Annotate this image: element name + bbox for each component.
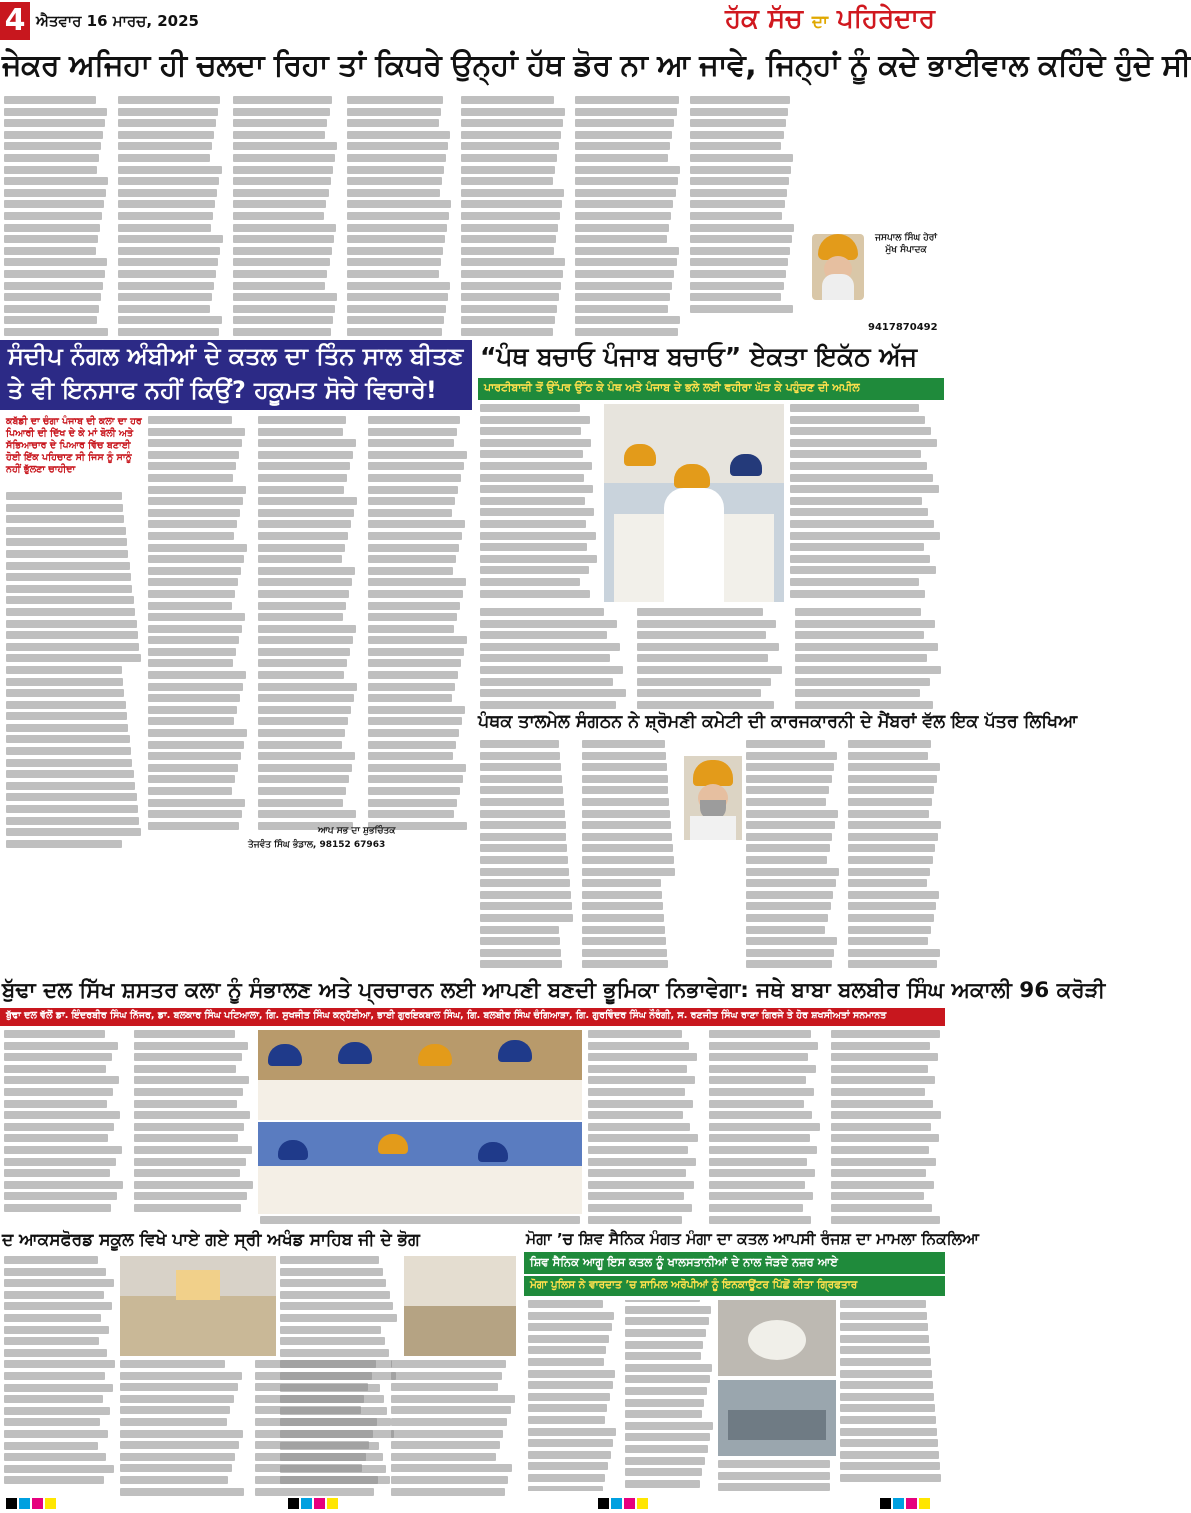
- moga-body-left: [528, 1300, 714, 1494]
- print-color-marks-left: [6, 1494, 58, 1513]
- sandeep-body: [6, 492, 142, 842]
- moga-sub2-bar: [524, 1276, 945, 1296]
- budha-dal-photo-1: [258, 1030, 582, 1120]
- page-number: 4: [4, 3, 26, 38]
- panth-subheadline: ਪਾਰਟੀਬਾਜ਼ੀ ਤੋਂ ਉੱਪਰ ਉੱਠ ਕੇ ਪੰਥ ਅਤੇ ਪੰਜਾਬ ਦੇ ਭਲੇ ਲਈ ਵਹੀਰਾ ਘੱਤ ਕੇ ਪਹੁੰਚਣ ਦੀ ਅਪੀਲ: [484, 381, 860, 394]
- budha-dal-subheadline-bar: [0, 1008, 945, 1026]
- sandeep-headline-box: [0, 340, 472, 410]
- editorial-body: [4, 96, 794, 336]
- sandeep-headline-line-2: ਤੇ ਵੀ ਇਨਸਾਫ ਨਹੀਂ ਕਿਉਂ? ਹਕੂਮਤ ਸੋਚੇ ਵਿਚਾਰੇ!: [8, 376, 437, 404]
- brand-part-2: ਦਾ: [811, 12, 828, 32]
- oxford-headline: ਦ ਆਕਸਫੋਰਡ ਸਕੂਲ ਵਿਖੇ ਪਾਏ ਗਏ ਸ੍ਰੀ ਅਖੰਡ ਸਾਹਿਬ ਜੀ ਦੇ ਭੋਗ: [2, 1230, 420, 1250]
- sandeep-closing: ਆਪ ਸਭ ਦਾ ਸ਼ੁਭਚਿੰਤਕ: [318, 826, 396, 836]
- moga-body-right: [840, 1300, 942, 1494]
- moga-sub1-bar: [524, 1252, 945, 1274]
- print-color-marks-center-left: [288, 1494, 340, 1513]
- oxford-photo-1: [120, 1256, 276, 1356]
- budha-dal-body-right: [588, 1030, 942, 1226]
- print-color-marks-center-right: [598, 1494, 650, 1513]
- budha-dal-photo-2: [258, 1122, 582, 1214]
- panth-body-right: [790, 404, 942, 604]
- budha-dal-subheadline: ਬੁੱਢਾ ਦਲ ਵੱਲੋਂ ਡਾ. ਇੰਦਰਬੀਰ ਸਿੰਘ ਨਿੱਜਰ, ਡਾ. ਬਲਕਾਰ ਸਿੰਘ ਪਟਿਆਲਾ, ਗਿ. ਸੁਖਜੀਤ ਸਿੰਘ ਕਨ੍ਹੱਈਆ, ਭਾਈ ਗੁਰਇਕਬਾਲ ਸਿੰਘ, ਗਿ. ਬਲਬੀਰ ਸਿੰਘ ਚੰਗਿਆੜਾ, ਗਿ. ਗੁਰਵਿੰਦਰ ਸਿੰਘ ਨੌਰੰਗੀ, ਸ. ਰਣਜੀਤ ਸਿੰਘ ਰਾਣਾ ਗਿਰਜੇ ਤੇ ਹੋਰ ਸ਼ਖਸੀਅਤਾਂ ਸਨਮਾਨਤ: [6, 1010, 887, 1021]
- budha-dal-headline: ਬੁੱਢਾ ਦਲ ਸਿੱਖ ਸ਼ਸਤਰ ਕਲਾ ਨੂੰ ਸੰਭਾਲਣ ਅਤੇ ਪ੍ਰਚਾਰਨ ਲਈ ਆਪਣੀ ਬਣਦੀ ਭੂਮਿਕਾ ਨਿਭਾਵੇਗਾ: ਜਥੇ ਬਾਬਾ ਬਲਬੀਰ ਸਿੰਘ ਅਕਾਲੀ 96 ਕਰੋੜੀ: [2, 978, 1106, 1003]
- author-label: ਜਸਪਾਲ ਸਿੰਘ ਹੇਰਾਂ: [875, 233, 937, 243]
- sandeep-body-cols: [148, 416, 468, 836]
- author-photo: [812, 234, 864, 300]
- moga-headline: ਮੋਗਾ ’ਚ ਸ਼ਿਵ ਸੈਨਿਕ ਮੰਗਤ ਮੰਗਾ ਦਾ ਕਤਲ ਆਪਸੀ ਰੰਜਸ਼ ਦਾ ਮਾਮਲਾ ਨਿਕਲਿਆ: [526, 1230, 980, 1248]
- panthak-letter-photo: [684, 756, 742, 840]
- print-color-marks-right: [880, 1494, 932, 1513]
- panth-body-bottom: [480, 608, 942, 708]
- moga-photo-1: [718, 1300, 836, 1376]
- author-role: ਮੁੱਖ ਸੰਪਾਦਕ: [885, 245, 927, 255]
- panthak-letter-body-left: [480, 740, 676, 976]
- page-number-box: [0, 2, 30, 40]
- editorial-phone: 9417870492: [868, 322, 938, 333]
- sandeep-author: ਤੇਜਵੰਤ ਸਿੰਘ ਭੰਡਾਲ, 98152 67963: [248, 840, 386, 850]
- moga-photo-2: [718, 1380, 836, 1456]
- budha-dal-caption: [260, 1216, 580, 1226]
- oxford-body-bottom: [120, 1360, 516, 1492]
- brand-part-3: ਪਹਿਰੇਦਾਰ: [837, 4, 935, 34]
- main-headline: ਜੇਕਰ ਅਜਿਹਾ ਹੀ ਚਲਦਾ ਰਿਹਾ ਤਾਂ ਕਿਧਰੇ ਉਨ੍ਹਾਂ ਹੱਥ ਡੋਰ ਨਾ ਆ ਜਾਵੇ, ਜਿਨ੍ਹਾਂ ਨੂੰ ਕਦੇ ਭਾਈਵਾਲ ਕਹਿੰਦੇ ਹੁੰਦੇ ਸੀ: [2, 48, 1191, 83]
- sandeep-intro: ਕਬੱਡੀ ਦਾ ਚੰਗਾ ਪੰਜਾਬ ਦੀ ਕਲਾ ਦਾ ਹਰ ਪਿਆਰੀ ਦੀ ਦਿੱਖ ਦੇ ਕੇ ਮਾਂ ਬੋਲੀ ਅਤੇ ਸੱਭਿਆਚਾਰ ਦੇ ਪਿਆਰ ਵਿੱਚ ਬਣਾਈ ਹੋਈ ਇੱਕ ਪਹਿਚਾਣ ਸੀ ਜਿਸ ਨੂੰ ਸਾਨੂੰ ਨਹੀਂ ਭੁੱਲਣਾ ਚਾਹੀਦਾ: [6, 416, 142, 475]
- panth-subheadline-bar: [478, 378, 944, 400]
- issue-date: ਐਤਵਾਰ 16 ਮਾਰਚ, 2025: [36, 12, 199, 30]
- moga-sub1: ਸ਼ਿਵ ਸੈਨਿਕ ਆਗੂ ਇਸ ਕਤਲ ਨੂੰ ਖਾਲਸਤਾਨੀਆਂ ਦੇ ਨਾਲ ਜੋੜਦੇ ਨਜ਼ਰ ਆਏ: [530, 1255, 838, 1269]
- page-header: [0, 0, 945, 42]
- budha-dal-body-left: [4, 1030, 254, 1220]
- sandeep-headline-line-1: ਸੰਦੀਪ ਨੰਗਲ ਅੰਬੀਆਂ ਦੇ ਕਤਲ ਦਾ ਤਿੰਨ ਸਾਲ ਬੀਤਣ: [8, 342, 464, 370]
- oxford-body-left: [4, 1256, 116, 1492]
- moga-sub2: ਮੋਗਾ ਪੁਲਿਸ ਨੇ ਵਾਰਦਾਤ ’ਚ ਸ਼ਾਮਿਲ ਅਰੋਪੀਆਂ ਨੂੰ ਇਨਕਾਊਂਟਰ ਪਿੱਛੋਂ ਕੀਤਾ ਗ੍ਰਿਫਤਾਰ: [530, 1279, 858, 1291]
- panthak-letter-headline: ਪੰਥਕ ਤਾਲਮੇਲ ਸੰਗਠਨ ਨੇ ਸ਼੍ਰੋਮਣੀ ਕਮੇਟੀ ਦੀ ਕਾਰਜਕਾਰਨੀ ਦੇ ਮੈਂਬਰਾਂ ਵੱਲ ਇਕ ਪੱਤਰ ਲਿਖਿਆ: [478, 712, 1078, 732]
- brand-part-1: ਹੱਕ ਸੱਚ: [725, 4, 803, 34]
- panth-photo: [604, 404, 784, 602]
- panth-headline: “ਪੰਥ ਬਚਾਓ ਪੰਜਾਬ ਬਚਾਓ” ਏਕਤਾ ਇਕੱਠ ਅੱਜ: [480, 342, 918, 371]
- moga-body-bottom: [718, 1460, 836, 1494]
- editorial-author: [868, 232, 944, 256]
- panth-body-left: [480, 404, 598, 604]
- panthak-letter-body-right: [746, 740, 942, 976]
- brand-logo: [725, 4, 935, 35]
- oxford-photo-2: [404, 1256, 516, 1356]
